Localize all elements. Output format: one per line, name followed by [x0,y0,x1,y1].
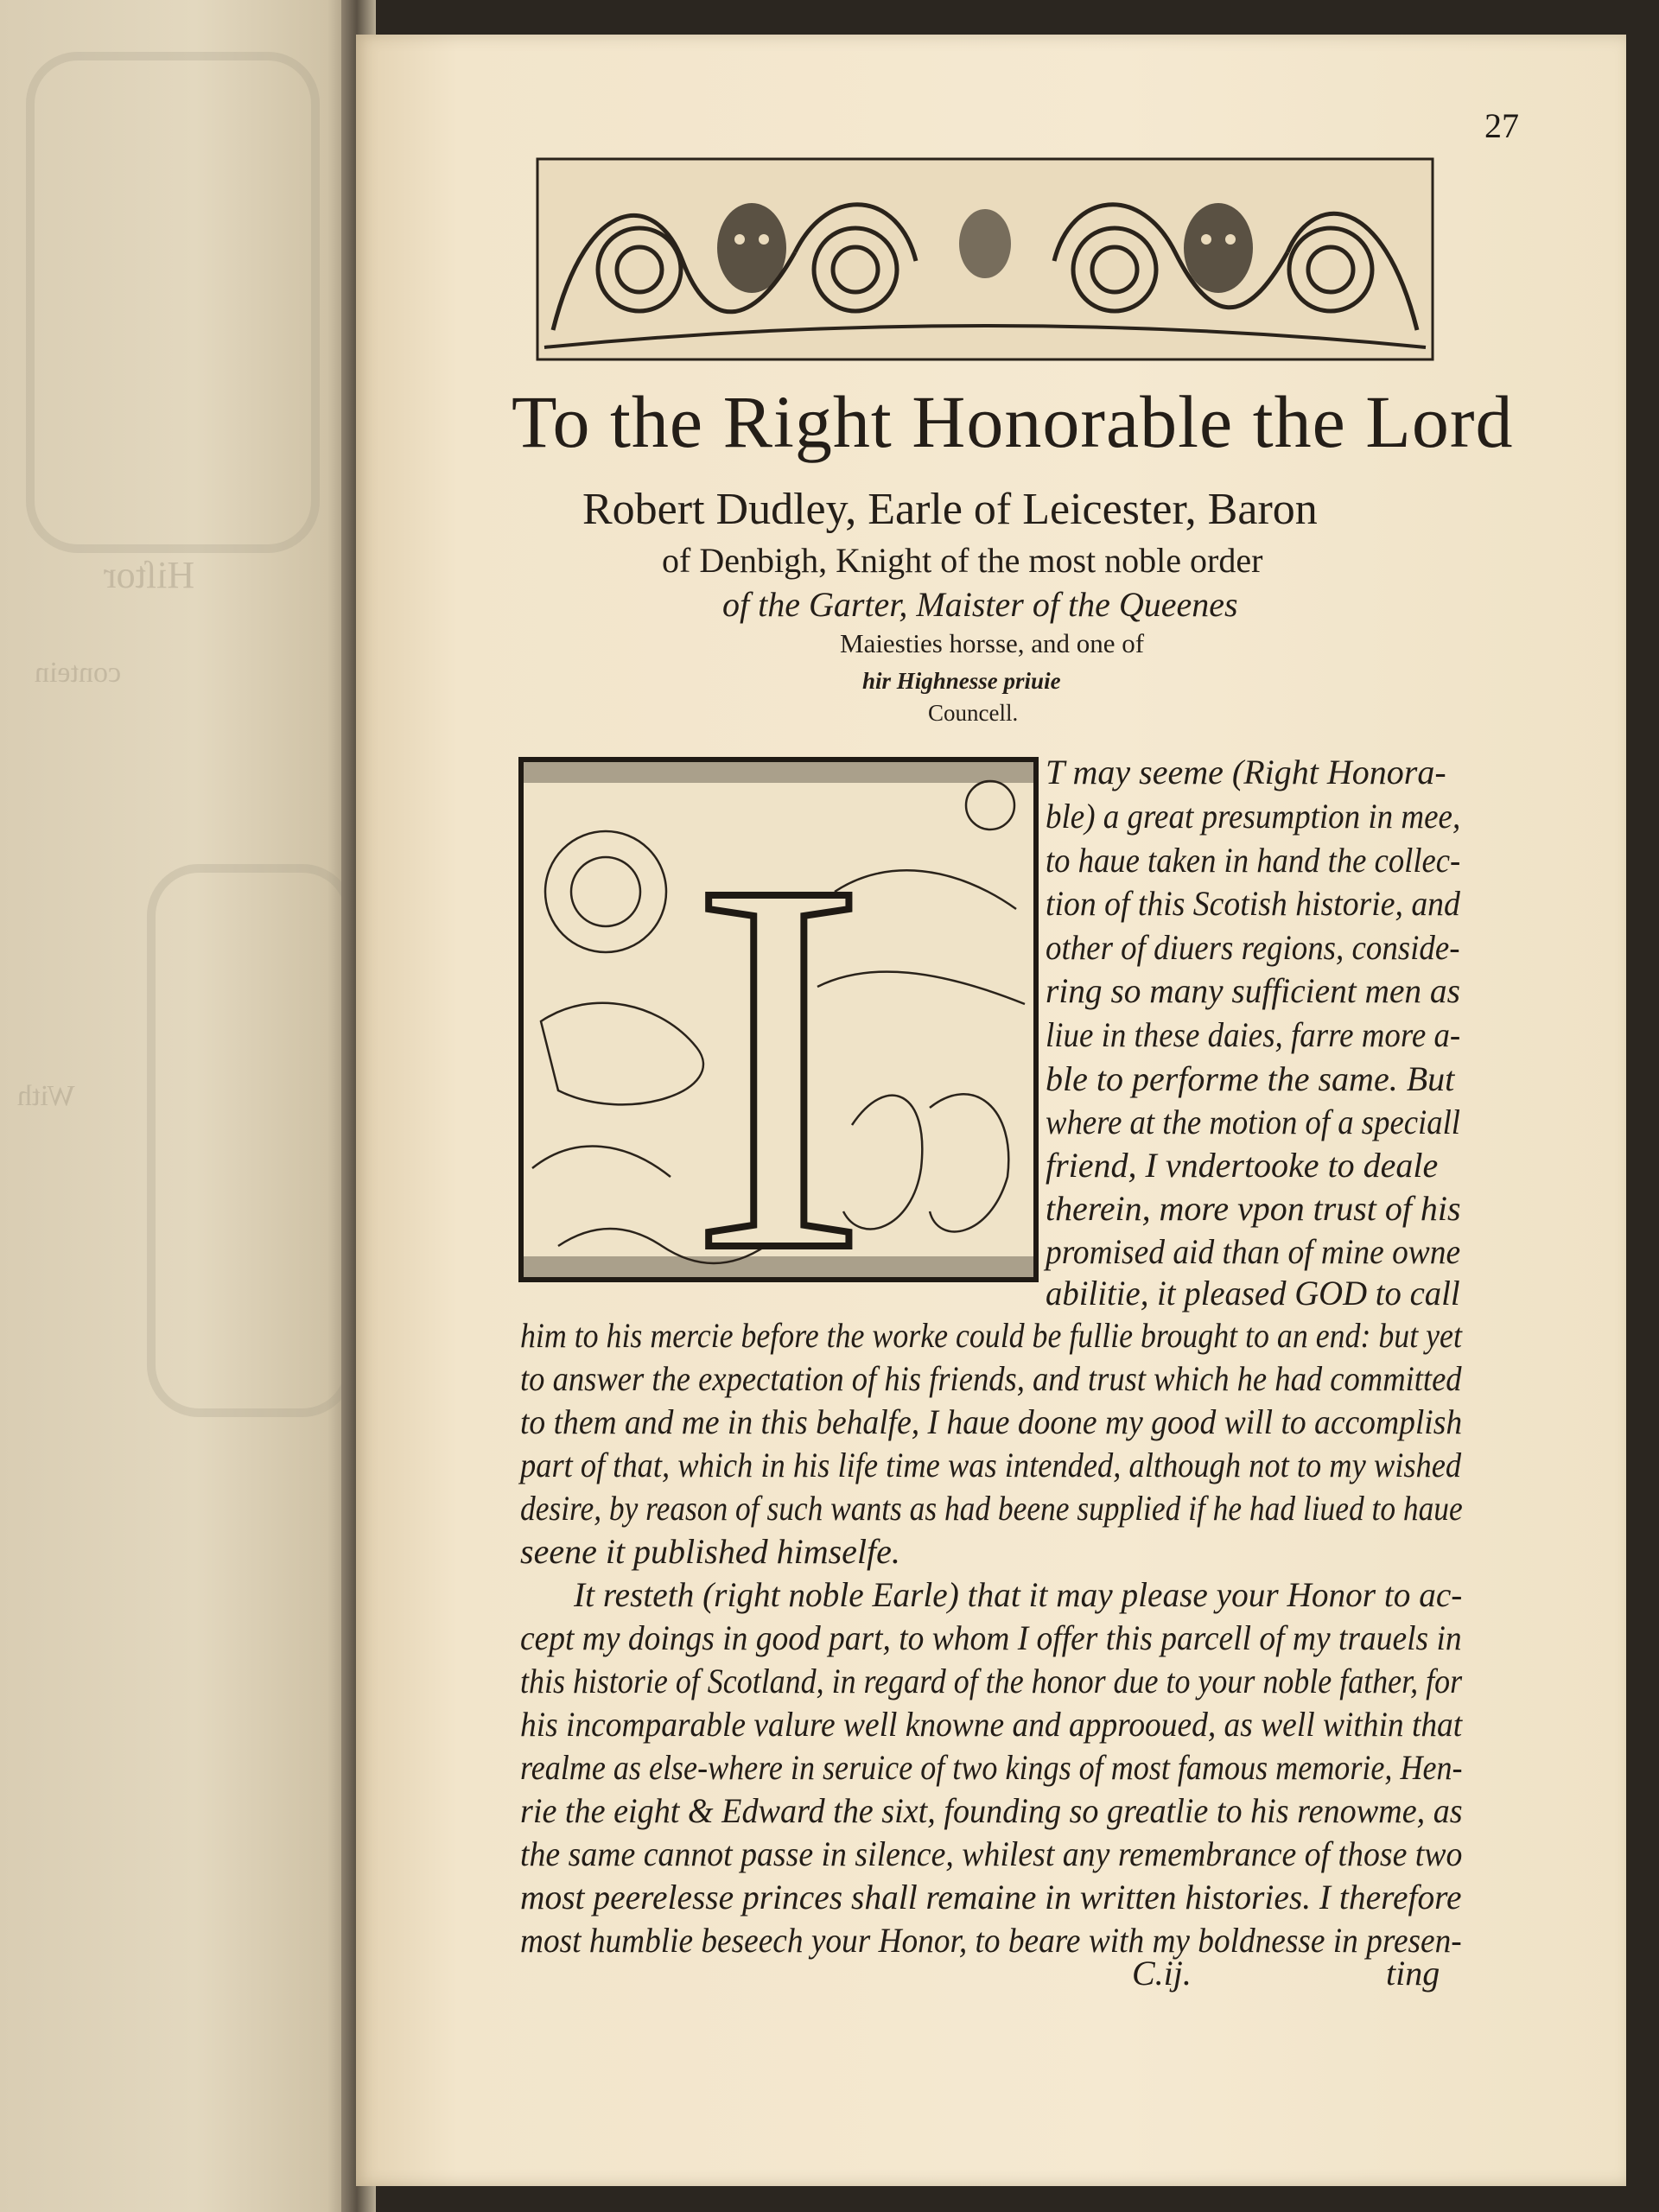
body-line: tion of this Scotish historie, and [1046,884,1460,923]
body-line: other of diuers regions, conside- [1046,928,1460,967]
page-number: 27 [1484,106,1519,145]
bleed-through-text: With [17,1080,75,1112]
dedication-title-line: of the Garter, Maister of the Queenes [722,585,1238,624]
body-line: the same cannot passe in silence, whilest any remembrance of those two [520,1834,1463,1873]
body-line: him to his mercie before the worke could be fullie brought to an end: but yet [520,1316,1462,1355]
initial-letter: I [689,770,868,1277]
body-line: most peerelesse princes shall remaine in written histories. I therefore [520,1878,1462,1916]
body-line: ble to performe the same. But [1046,1059,1455,1098]
dedication-title-line: Maiesties horsse, and one of [840,628,1145,658]
ornament-bleed [26,52,320,553]
catchword: ting [1386,1954,1440,1993]
body-line: his incomparable valure well knowne and approoued, as well within that [520,1705,1463,1744]
body-line: to haue taken in hand the collec- [1046,841,1461,880]
body-line: friend, I vndertooke to deale [1046,1146,1439,1185]
body-line: to answer the expectation of his friends, and trust which he had committed [520,1359,1462,1398]
body-line: therein, more vpon trust of his [1046,1189,1461,1228]
bleed-through-text: Hiſtor [104,554,195,596]
dedication-title-line: of Denbigh, Knight of the most noble order [662,541,1263,580]
body-line: rie the eight & Edward the sixt, founding so greatlie to his renowme, as [520,1791,1463,1830]
body-line: T may seeme (Right Honora- [1046,753,1446,791]
body-line: It resteth (right noble Earle) that it may please your Honor to ac- [574,1575,1463,1614]
body-line: to them and me in this behalfe, I haue doone my good will to accomplish [520,1402,1463,1441]
body-line: part of that, which in his life time was intended, although not to my wished [520,1446,1462,1484]
woodcut-illustration [524,762,1033,1277]
body-line: desire, by reason of such wants as had beene supplied if he had liued to haue [520,1489,1463,1528]
signature-mark: C.ij. [1132,1954,1192,1993]
dedication-title-line: hir Highnesse priuie [862,668,1061,694]
body-line: promised aid than of mine owne [1046,1232,1461,1271]
body-line: liue in these daies, farre more a- [1046,1015,1461,1054]
decorated-initial [518,757,1039,1282]
dedication-title: To the Right Honorable the Lord [512,380,1514,463]
body-line: ring so many sufficient men as [1046,971,1460,1010]
previous-page [0,0,356,2212]
body-line: cept my doings in good part, to whom I offer this parcell of my trauels in [520,1618,1462,1657]
bleed-through-text: contein [35,657,122,689]
body-line: seene it published himselfe. [520,1532,900,1571]
ornament-bleed [147,864,354,1417]
body-line: most humblie beseech your Honor, to beare with my boldnesse in presen- [520,1921,1462,1960]
body-line: where at the motion of a speciall [1046,1103,1461,1141]
dedication-title-line: Robert Dudley, Earle of Leicester, Baron [582,485,1318,534]
ornamental-headpiece [536,157,1434,361]
body-line: abilitie, it pleased GOD to call [1046,1274,1460,1313]
body-line: ble) a great presumption in mee, [1046,797,1461,836]
body-line: this historie of Scotland, in regard of the honor due to your noble father, for [520,1662,1463,1700]
dedication-title-line: Councell. [928,700,1019,726]
body-line: realme as else-where in seruice of two kings of most famous memorie, Hen- [520,1748,1463,1787]
